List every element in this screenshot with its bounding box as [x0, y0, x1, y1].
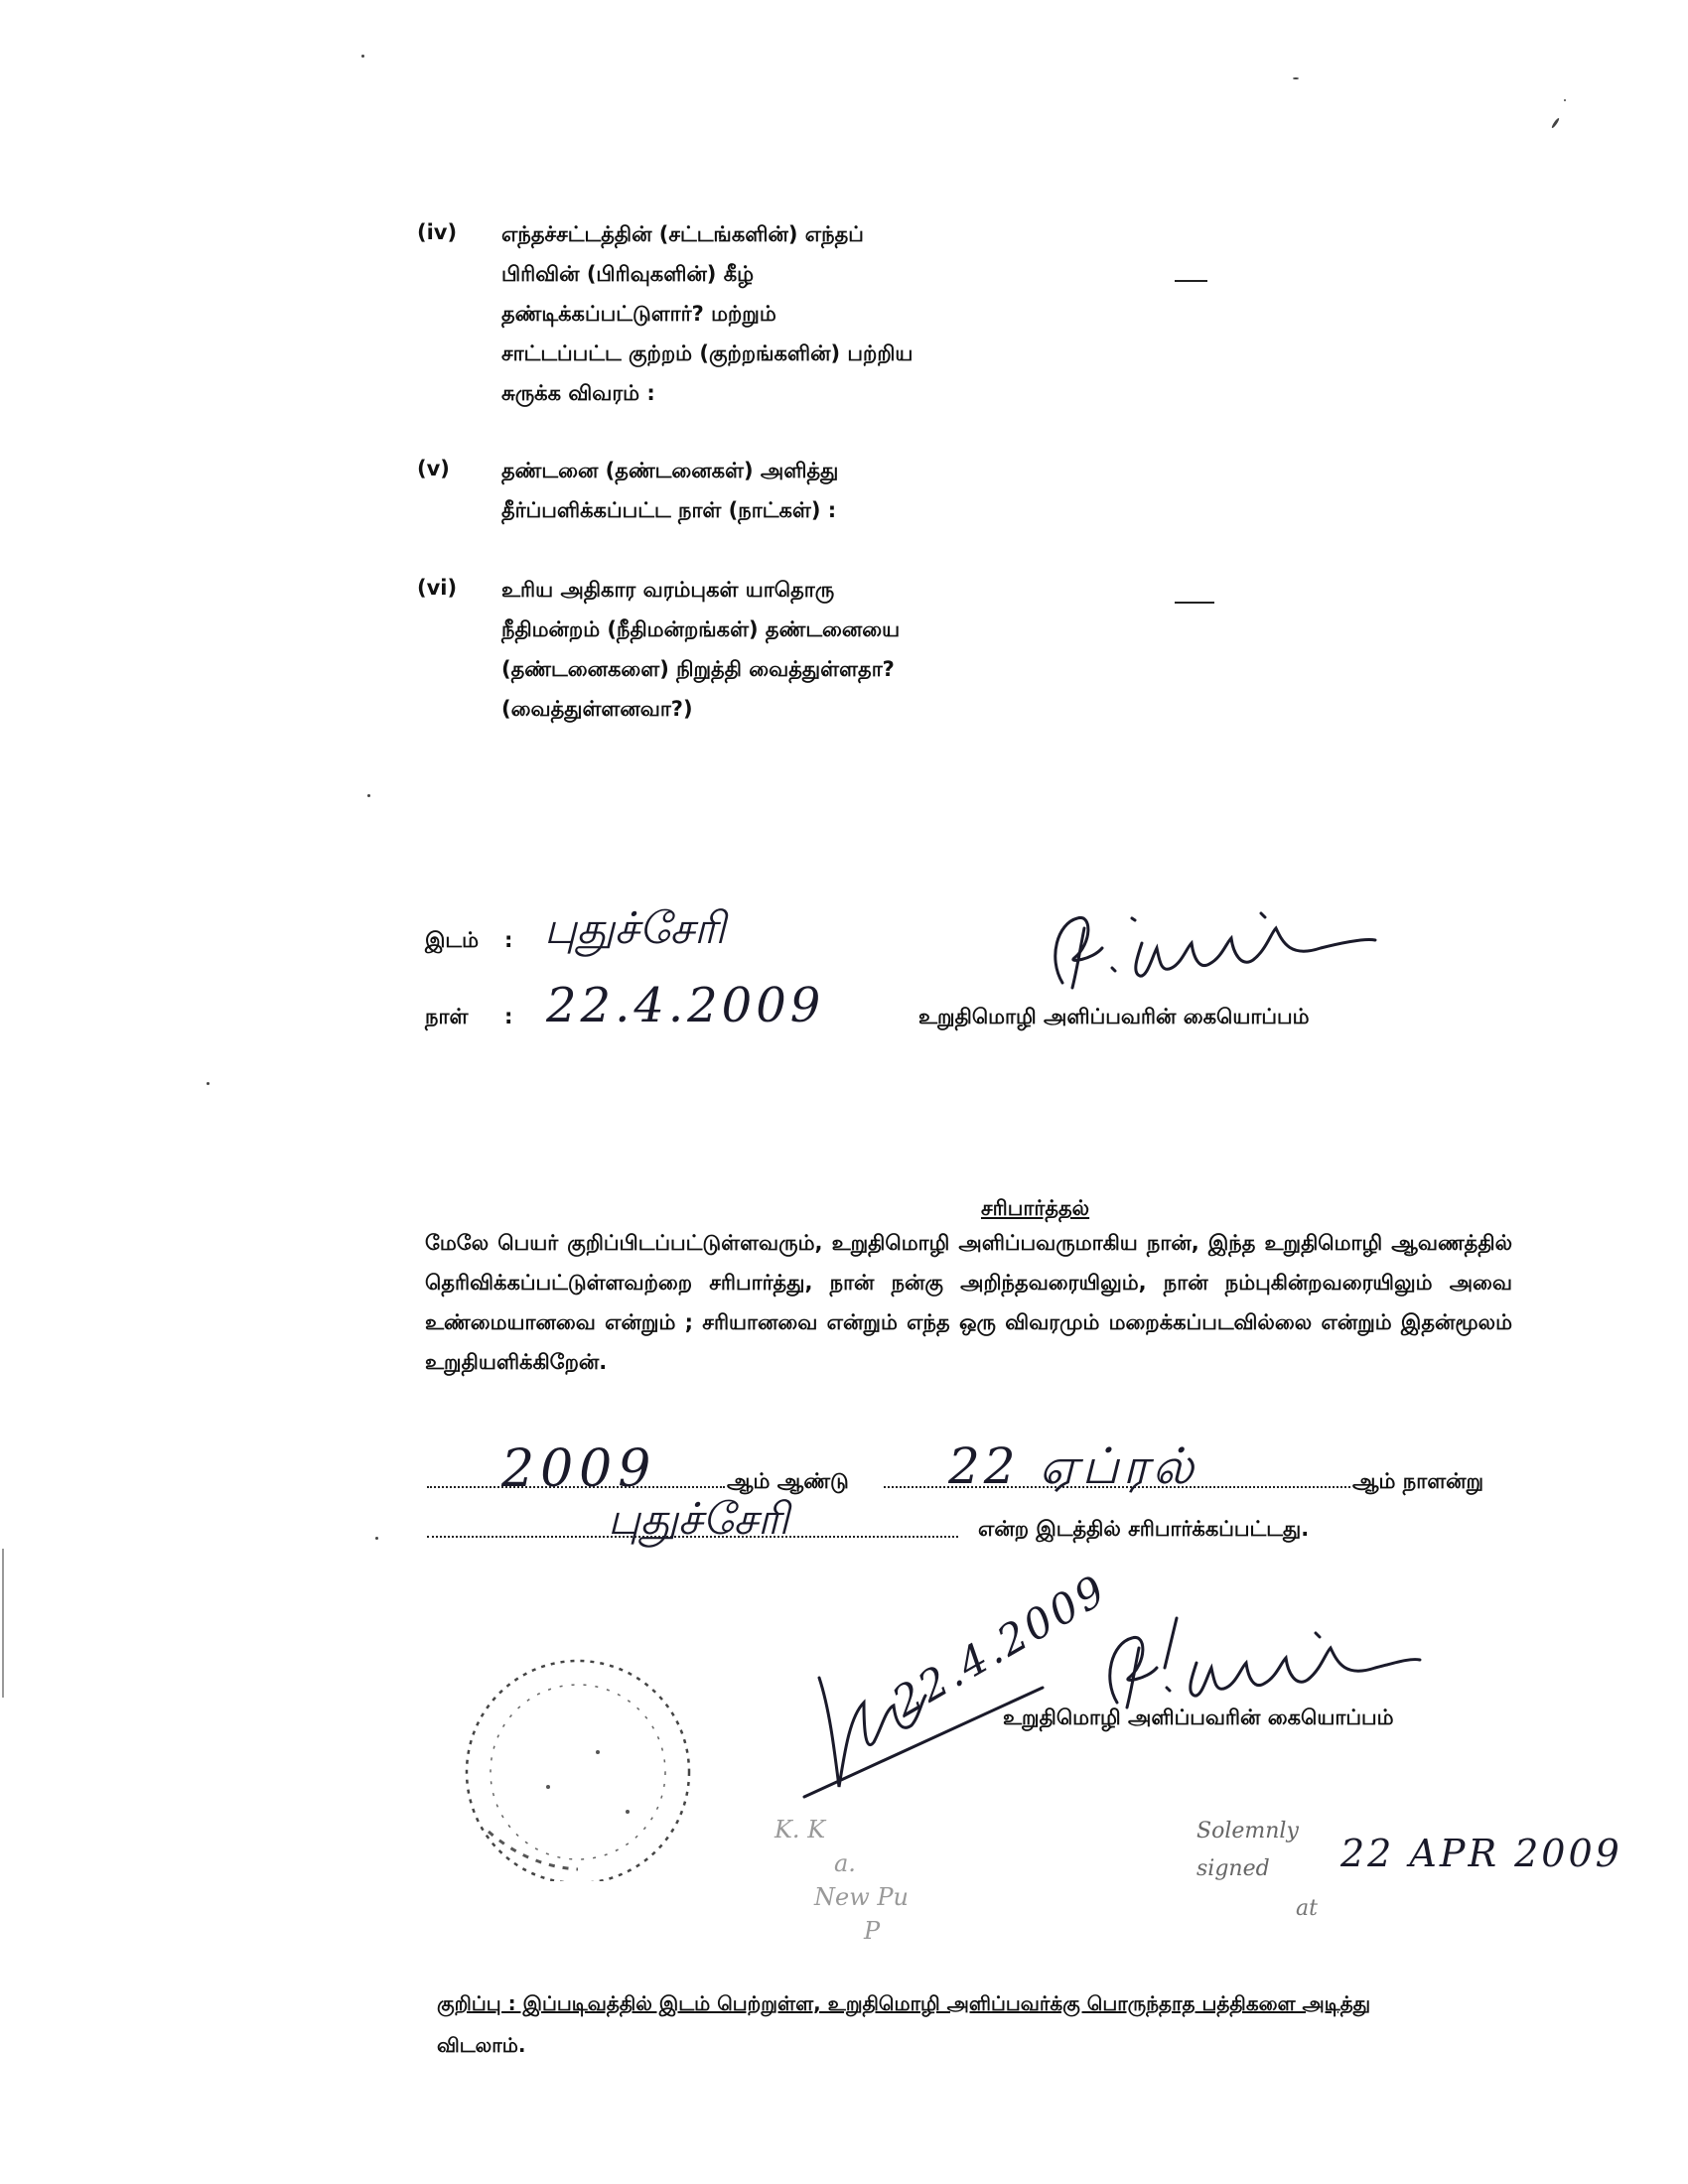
item-line: தண்டனை (தண்டனைகள்) அளித்து — [501, 459, 839, 482]
item-line: (வைத்துள்ளனவா?) — [501, 697, 693, 721]
year-handwritten: 2009 — [501, 1439, 657, 1499]
scan-speck — [361, 55, 364, 58]
solemnly-label: Solemnly — [1196, 1819, 1299, 1843]
item-text — [501, 214, 913, 413]
signature-caption: உறுதிமொழி அளிப்பவரின் கையொப்பம் — [918, 1005, 1310, 1028]
signature — [1023, 888, 1390, 998]
item-line: (தண்டனைகளை) நிறுத்தி வைத்துள்ளதா? — [501, 657, 895, 681]
item-line: தீர்ப்பளிக்கப்பட்ட நாள் (நாட்கள்) : — [501, 498, 837, 522]
official-stamp — [774, 1813, 1152, 1962]
item-number: (v) — [417, 457, 450, 480]
date-colon: : — [504, 1005, 513, 1028]
scan-speck — [367, 794, 370, 797]
scan-speck — [1551, 117, 1560, 129]
day-handwritten: 22 ஏப்ரல் — [948, 1437, 1197, 1495]
signed-label: signed — [1196, 1856, 1270, 1881]
item-line: எந்தச்சட்டத்தின் (சட்டங்களின்) எந்தப் — [501, 222, 864, 246]
item-line: சாட்டப்பட்ட குற்றம் (குற்றங்களின்) பற்றிய — [501, 341, 914, 365]
verification-place-handwritten: புதுச்சேரி — [608, 1494, 789, 1545]
item-number: (iv) — [417, 220, 458, 244]
answer-dash — [1175, 602, 1214, 604]
scan-edge — [2, 1549, 4, 1698]
scan-speck — [1293, 77, 1299, 79]
stamp-date-handwritten: 22 APR 2009 — [1340, 1832, 1622, 1875]
stamp-line: P — [864, 1917, 881, 1945]
round-seal — [429, 1653, 727, 1881]
answer-dash — [1175, 280, 1207, 282]
stamp-line: a. — [834, 1849, 856, 1877]
signature-caption: உறுதிமொழி அளிப்பவரின் கையொப்பம் — [1003, 1706, 1394, 1729]
day-suffix: ஆம் நாளன்று — [1352, 1469, 1484, 1493]
item-line: நீதிமன்றம் (நீதிமன்றங்கள்) தண்டனையை — [501, 617, 901, 641]
scan-speck — [207, 1082, 210, 1085]
verification-heading: சரிபார்த்தல் — [981, 1196, 1090, 1220]
scan-speck — [375, 1537, 378, 1540]
item-line: பிரிவின் (பிரிவுகளின்) கீழ் — [501, 262, 755, 286]
item-line: சுருக்க விவரம் : — [501, 381, 655, 405]
item-text — [501, 451, 838, 530]
date-label: நாள் — [425, 1005, 469, 1028]
note-text: குறிப்பு : இப்படிவத்தில் இடம் பெற்றுள்ள, உறுதிமொழி அளிப்பவர்க்கு பொருந்தாத பத்திகளை அடித்து — [437, 1991, 1371, 2015]
place-colon: : — [504, 928, 513, 952]
stamp-line: K. K — [774, 1816, 826, 1843]
verification-paragraph: மேலே பெயர் குறிப்பிடப்பட்டுள்ளவரும், உறுதிமொழி அளிப்பவருமாகிய நான், இந்த உறுதிமொழி ஆவணத்தில் தெரிவிக்கப்பட்டுள்ளவற்றை சரிபார்த்து, நான் நன்கு அறிந்தவரையிலும், நான் நம்புகின்றவரையிலும் அவை உண்மையானவை என்றும் ; சரியானவை என்றும் எந்த ஒரு விவரமும் மறைக்கப்படவில்லை என்றும் இதன்மூலம் உறுதியளிக்கிறேன். — [425, 1231, 1512, 1374]
stamp-line: New Pu — [814, 1883, 909, 1911]
item-line: உரிய அதிகார வரம்புகள் யாதொரு — [501, 578, 835, 602]
date-handwritten: 22.4.2009 — [546, 978, 825, 1033]
at-label: at — [1296, 1896, 1318, 1921]
place-handwritten: புதுச்சேரி — [544, 903, 726, 954]
item-line: தண்டிக்கப்பட்டுளார்? மற்றும் — [501, 302, 776, 326]
item-number: (vi) — [417, 576, 458, 600]
place-label: இடம் — [425, 928, 480, 952]
attest-date-handwritten: 22.4.2009 — [884, 1565, 1116, 1726]
year-suffix: ஆம் ஆண்டு — [727, 1469, 849, 1493]
note-continuation: விடலாம். — [437, 2033, 526, 2057]
item-text — [501, 570, 900, 729]
signature — [1077, 1608, 1435, 1717]
scan-speck — [1564, 99, 1566, 101]
place-suffix: என்ற இடத்தில் சரிபார்க்கப்பட்டது. — [978, 1517, 1310, 1541]
